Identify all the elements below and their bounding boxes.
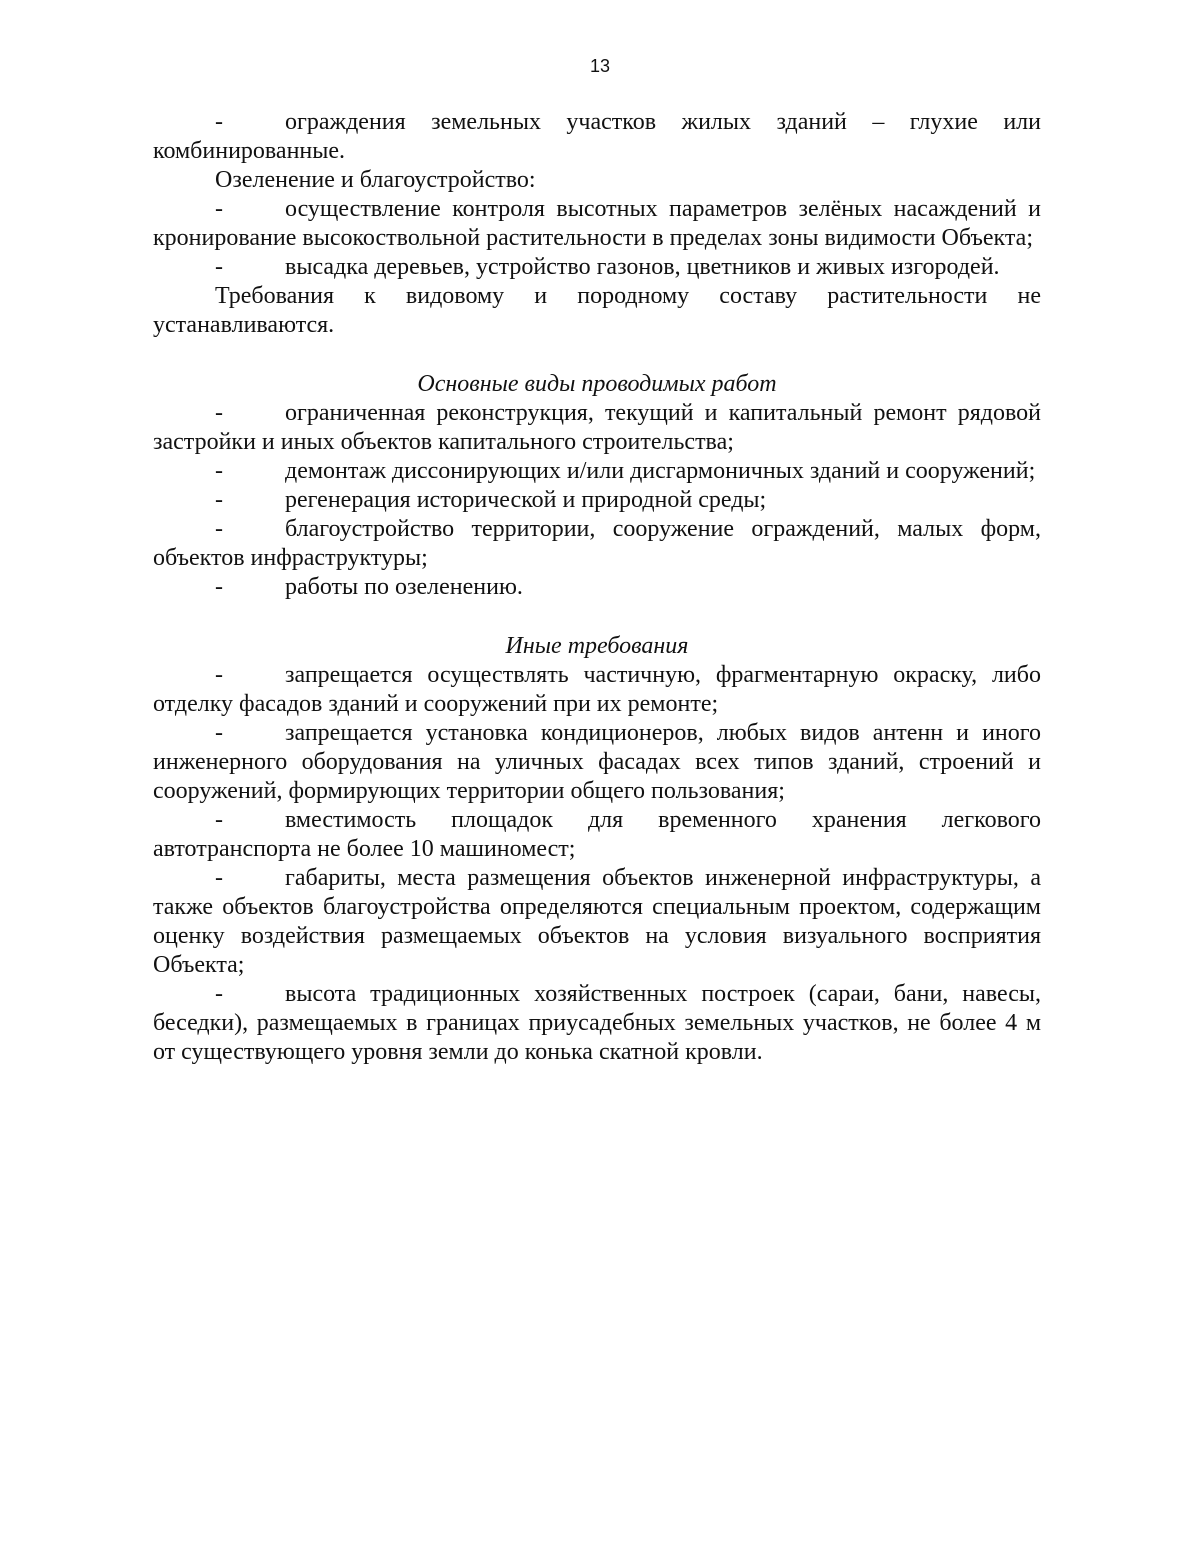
section-heading-main-works: Основные виды проводимых работ [417,371,777,397]
list-item [153,661,1041,719]
list-item [153,980,1041,1067]
list-item-text: габариты, места размещения объектов инженерной инфраструктуры, а также объектов благоустройства определяются специальным проектом, содержащим оценку воздействия размещаемых объектов на условия визуального восприятия Объекта; [153,865,1041,978]
dash-marker: - [215,574,223,600]
dash-marker: - [215,981,223,1007]
list-item-text: высадка деревьев, устройство газонов, цветников и живых изгородей. [285,254,1000,280]
dash-marker: - [215,487,223,513]
dash-marker: - [215,109,223,135]
list-item [153,253,1041,282]
dash-marker: - [215,254,223,280]
list-item [153,573,1041,602]
dash-marker: - [215,458,223,484]
list-item [153,719,1041,806]
list-item [153,108,1041,166]
dash-marker: - [215,662,223,688]
list-item [153,195,1041,253]
list-item [153,806,1041,864]
list-item-text: работы по озеленению. [285,574,523,600]
list-item-text: ограждения земельных участков жилых зданий – глухие или комбинированные. [153,109,1041,164]
list-item [153,515,1041,573]
list-item-text: вместимость площадок для временного хранения легкового автотранспорта не более 10 машиномест; [153,807,1041,862]
paragraph: Требования к видовому и породному составу растительности не устанавливаются. [153,283,1041,338]
dash-marker: - [215,516,223,542]
dash-marker: - [215,196,223,222]
section-label-landscaping: Озеленение и благоустройство: [215,167,536,193]
dash-marker: - [215,720,223,746]
list-item-text: регенерация исторической и природной среды; [285,487,767,513]
list-item-text: запрещается осуществлять частичную, фрагментарную окраску, либо отделку фасадов зданий и сооружений при их ремонте; [153,662,1041,717]
list-item-text: демонтаж диссонирующих и/или дисгармоничных зданий и сооружений; [285,458,1036,484]
dash-marker: - [215,865,223,891]
list-item-text: осуществление контроля высотных параметров зелёных насаждений и кронирование высокоствольной растительности в пределах зоны видимости Объекта; [153,196,1041,251]
list-item [153,864,1041,980]
list-item-text: высота традиционных хозяйственных построек (сараи, бани, навесы, беседки), размещаемых в границах приусадебных земельных участков, не более 4 м от существующего уровня земли до конька скатной кровли. [153,981,1041,1065]
list-item [153,399,1041,457]
list-item-text: благоустройство территории, сооружение ограждений, малых форм, объектов инфраструктуры; [153,516,1041,571]
list-item [153,486,1041,515]
page-number: 13 [589,56,611,76]
section-heading-other-requirements: Иные требования [505,633,689,659]
list-item-text: запрещается установка кондиционеров, любых видов антенн и иного инженерного оборудования на уличных фасадах всех типов зданий, строений и сооружений, формирующих территории общего пользования; [153,720,1041,804]
dash-marker: - [215,807,223,833]
list-item-text: ограниченная реконструкция, текущий и капитальный ремонт рядовой застройки и иных объектов капитального строительства; [153,400,1041,455]
dash-marker: - [215,400,223,426]
document-body [153,108,1041,1067]
list-item [153,457,1041,486]
